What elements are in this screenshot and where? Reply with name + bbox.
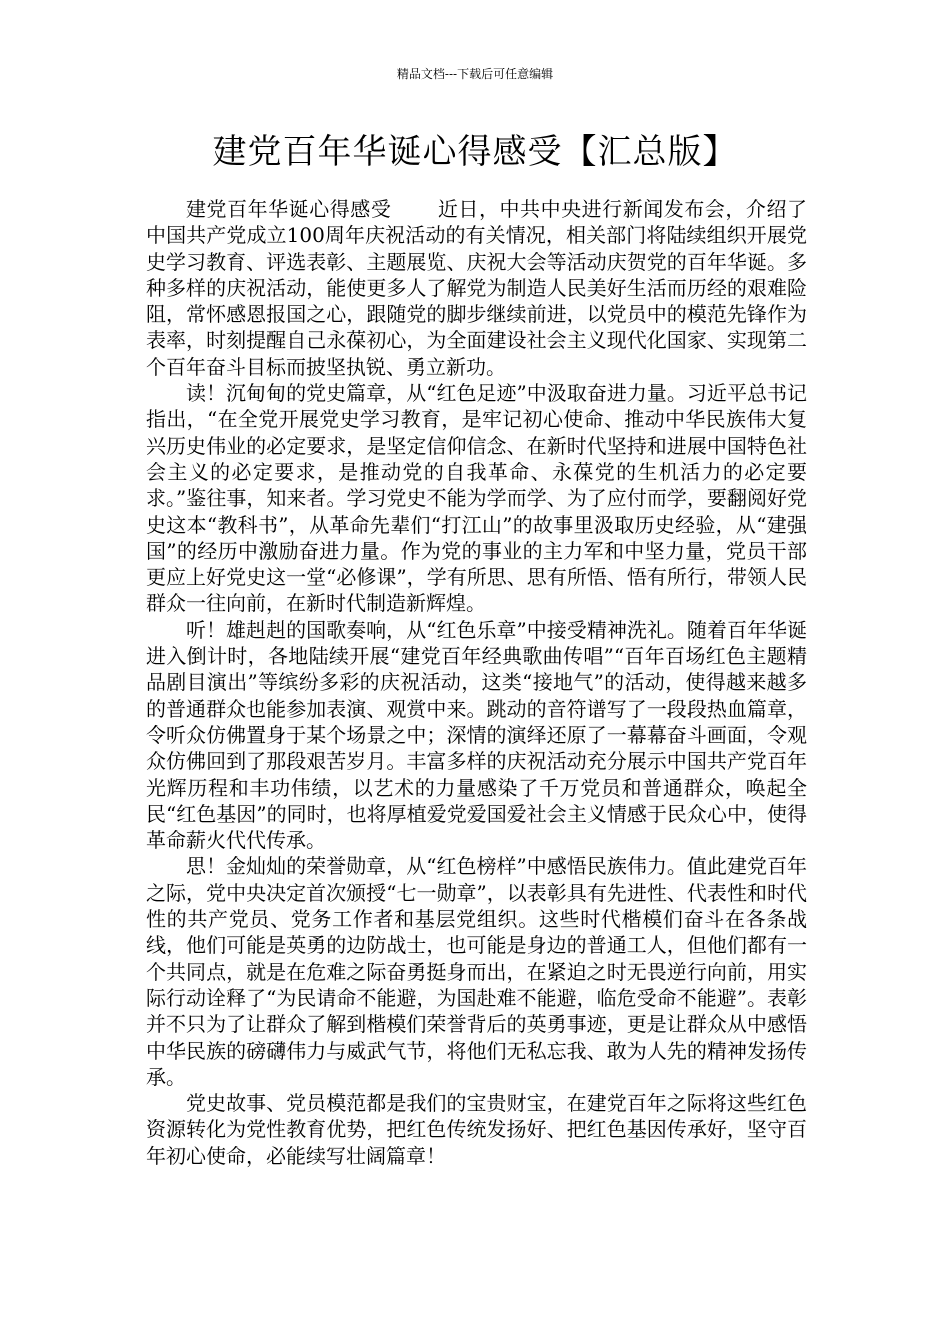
paragraph-think: 思！金灿灿的荣誉勋章，从“红色榜样”中感悟民族伟力。值此建党百年之际，党中央决定首次颁授“七一勋章”，以表彰具有先进性、代表性和时代性的共产党员、党务工作者和基层党组织。这些时代楷模们奋斗在各条战线，他们可能是英勇的边防战士，也可能是身边的普通工人，但他们都有一个共同点，就是在危难之际奋勇挺身而出，在紧迫之时无畏逆行向前，用实际行动诠释了“为民请命不能避，为国赴难不能避，临危受命不能避”。表彰并不只为了让群众了解到楷模们荣誉背后的英勇事迹，更是让群众从中感悟中华民族的磅礴伟力与威武气节，将他们无私忘我、敢为人先的精神发扬传承。 bbox=[146, 854, 807, 1089]
paragraph-read: 读！沉甸甸的党史篇章，从“红色足迹”中汲取奋进力量。习近平总书记指出，“在全党开展党史学习教育，是牢记初心使命、推动中华民族伟大复兴历史伟业的必定要求，是坚定信仰信念、在新时代坚持和进展中国特色社会主义的必定要求，是推动党的自我革命、永葆党的生机活力的必定要求。”鉴往事，知来者。学习党史不能为学而学、为了应付而学，要翻阅好党史这本“教科书”，从革命先辈们“打江山”的故事里汲取历史经验，从“建强国”的经历中激励奋进力量。作为党的事业的主力军和中坚力量，党员干部更应上好党史这一堂“必修课”，学有所思、思有所悟、悟有所行，带领人民群众一往向前，在新时代制造新辉煌。 bbox=[146, 381, 807, 616]
document-body bbox=[146, 196, 807, 1169]
paragraph-intro bbox=[146, 196, 807, 380]
paragraph-conclusion: 党史故事、党员模范都是我们的宝贵财宝，在建党百年之际将这些红色资源转化为党性教育优势，把红色传统发扬好、把红色基因传承好，坚守百年初心使命，必能续写壮阔篇章！ bbox=[146, 1091, 807, 1168]
paragraph-lead: 建党百年华诞心得感受 bbox=[186, 197, 392, 221]
paragraph-text: 近日，中共中央进行新闻发布会，介绍了中国共产党成立100周年庆祝活动的有关情况，相关部门将陆续组织开展党史学习教育、评选表彰、主题展览、庆祝大会等活动庆贺党的百年华诞。多种多样的庆祝活动，能使更多人了解党为制造人民美好生活而历经的艰难险阻，常怀感恩报国之心，跟随党的脚步继续前进，以党员中的模范先锋作为表率，时刻提醒自己永葆初心，为全面建设社会主义现代化国家、实现第二个百年奋斗目标而披坚执锐、勇立新功。 bbox=[146, 197, 808, 379]
paragraph-listen: 听！雄赳赳的国歌奏响，从“红色乐章”中接受精神洗礼。随着百年华诞进入倒计时，各地陆续开展“建党百年经典歌曲传唱”“百年百场红色主题精品剧目演出”等缤纷多彩的庆祝活动，这类“接地气”的活动，使得越来越多的普通群众也能参加表演、观赏中来。跳动的音符谱写了一段段热血篇章，令听众仿佛置身于某个场景之中；深情的演绎还原了一幕幕奋斗画面，令观众仿佛回到了那段艰苦岁月。丰富多样的庆祝活动充分展示中国共产党百年光辉历程和丰功伟绩，以艺术的力量感染了千万党员和普通群众，唤起全民“红色基因”的同时，也将厚植爱党爱国爱社会主义情感于民众心中，使得革命薪火代代传承。 bbox=[146, 617, 807, 853]
page-header: 精品文档---下载后可任意编辑 bbox=[396, 67, 554, 81]
document-title: 建党百年华诞心得感受【汇总版】 bbox=[212, 132, 738, 172]
